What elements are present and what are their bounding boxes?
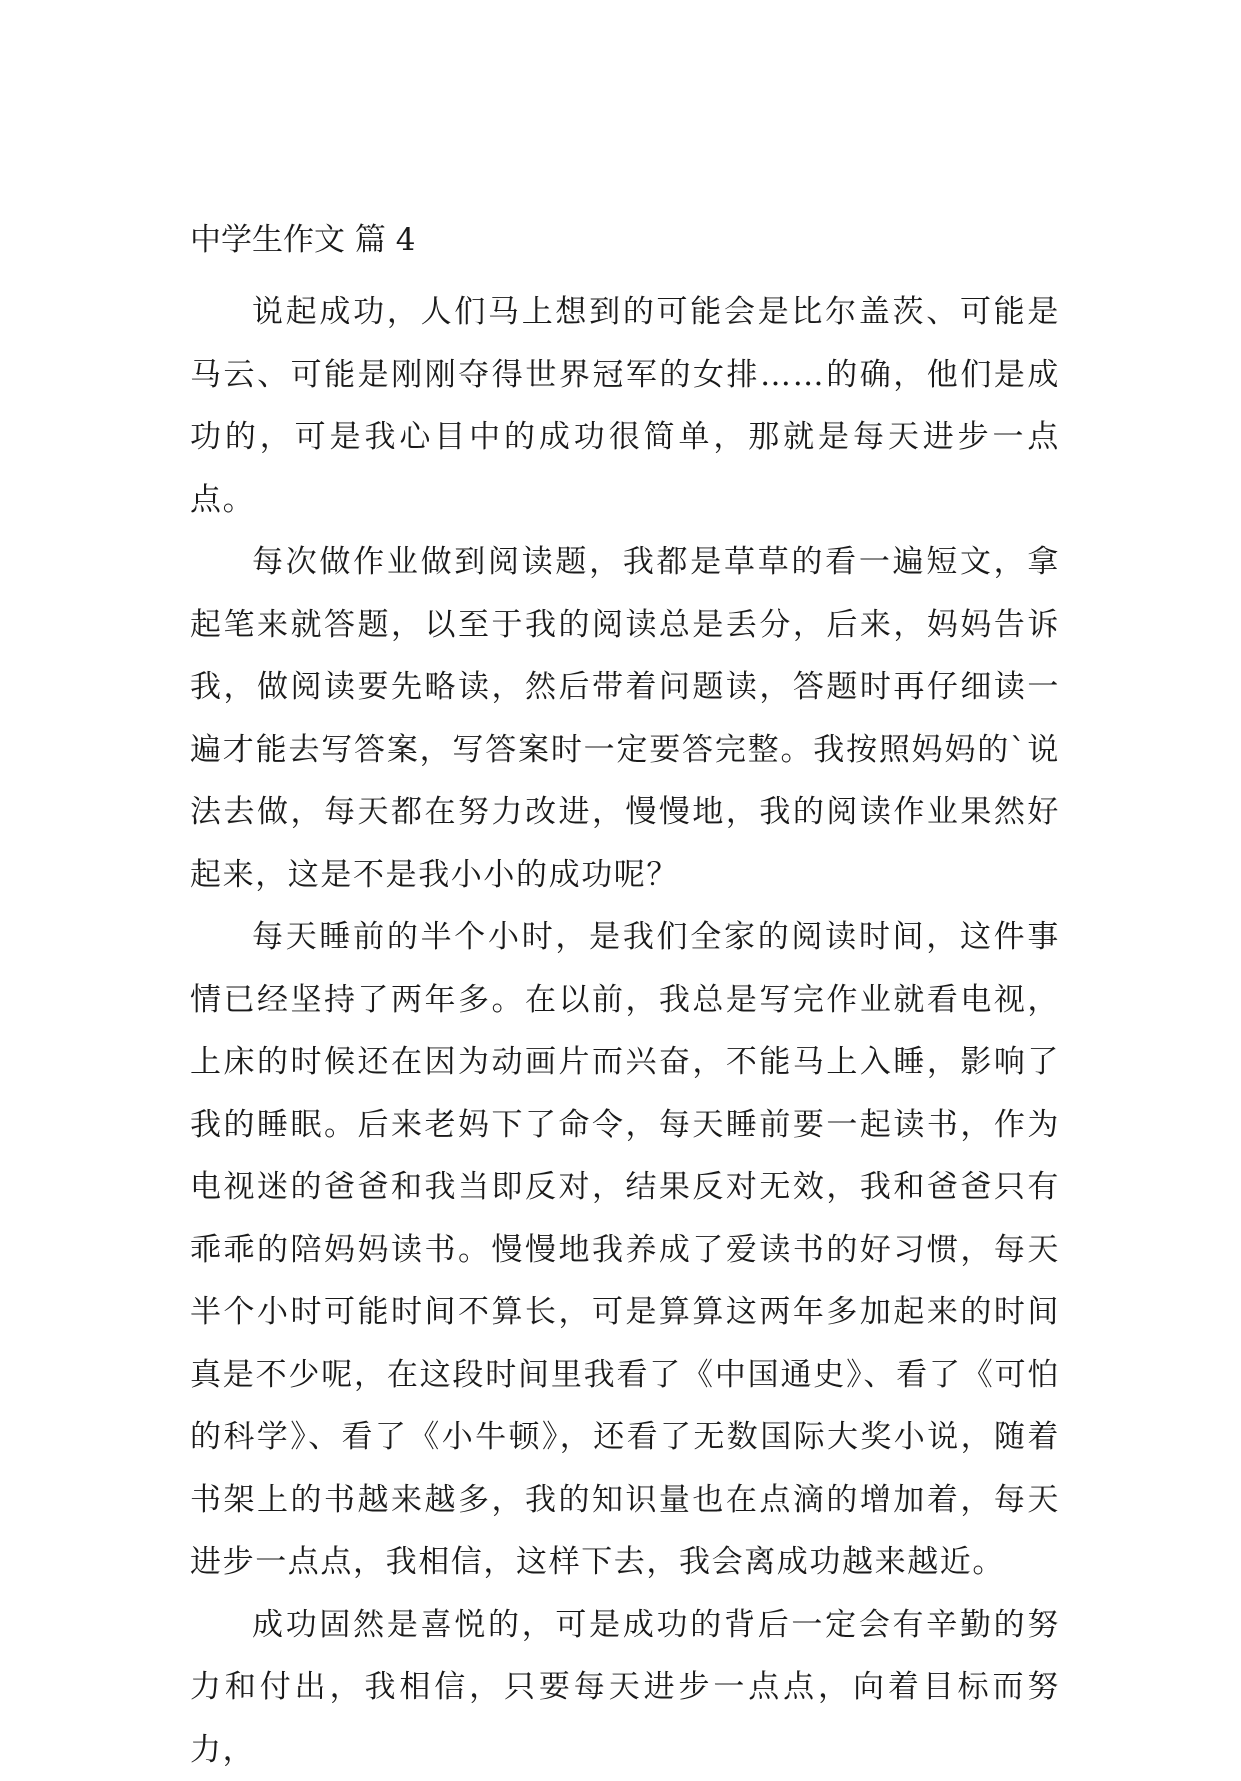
paragraph-2: 每次做作业做到阅读题，我都是草草的看一遍短文，拿起笔来就答题，以至于我的阅读总是丢分，后来，妈妈告诉我，做阅读要先略读，然后带着问题读，答题时再仔细读一遍才能去写答案，写答案时一定要答完整。我按照妈妈的`说法去做，每天都在努力改进，慢慢地，我的阅读作业果然好起来，这是不是我小小的成功呢？ <box>190 531 1060 906</box>
essay-body <box>190 218 1060 1781</box>
paragraph-4: 成功固然是喜悦的，可是成功的背后一定会有辛勤的努力和付出，我相信，只要每天进步一点点，向着目标而努力， <box>190 1594 1060 1781</box>
paragraph-1: 说起成功，人们马上想到的可能会是比尔盖茨、可能是马云、可能是刚刚夺得世界冠军的女排……的确，他们是成功的，可是我心目中的成功很简单，那就是每天进步一点点。 <box>190 281 1060 531</box>
essay-heading: 中学生作文 篇 4 <box>190 218 1060 262</box>
paragraph-3: 每天睡前的半个小时，是我们全家的阅读时间，这件事情已经坚持了两年多。在以前，我总是写完作业就看电视，上床的时候还在因为动画片而兴奋，不能马上入睡，影响了我的睡眠。后来老妈下了命令，每天睡前要一起读书，作为电视迷的爸爸和我当即反对，结果反对无效，我和爸爸只有乖乖的陪妈妈读书。慢慢地我养成了爱读书的好习惯，每天半个小时可能时间不算长，可是算算这两年多加起来的时间真是不少呢，在这段时间里我看了《中国通史》、看了《可怕的科学》、看了《小牛顿》，还看了无数国际大奖小说，随着书架上的书越来越多，我的知识量也在点滴的增加着，每天进步一点点，我相信，这样下去，我会离成功越来越近。 <box>190 906 1060 1594</box>
